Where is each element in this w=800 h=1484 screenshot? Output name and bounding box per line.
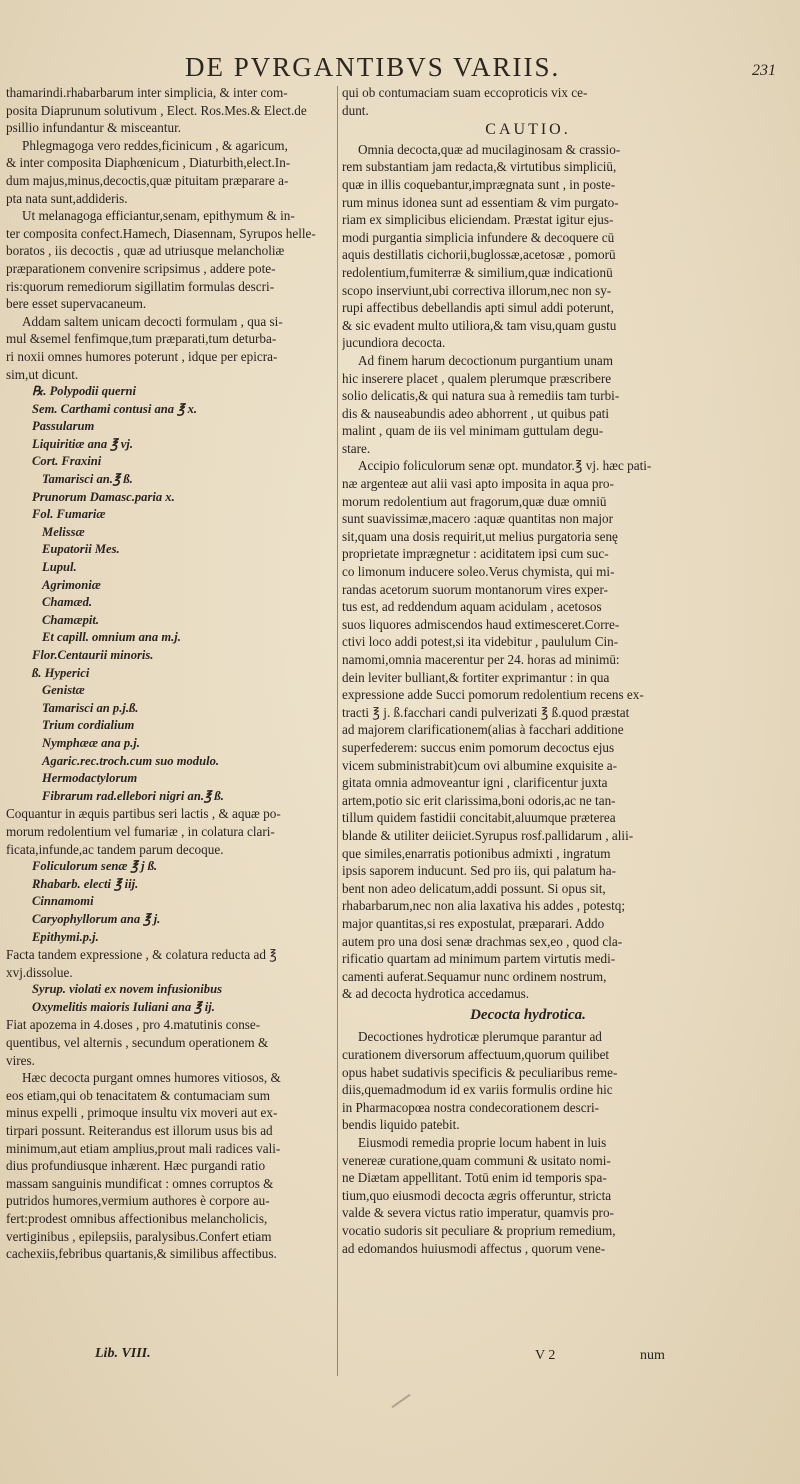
left-column-line: Foliculorum senæ ℥ j ß. bbox=[32, 859, 158, 874]
left-column-line: minimum,aut etiam amplius,prout mali radices vali- bbox=[6, 1140, 281, 1156]
cautio-line: suos liquores admiscendos haud extimesceret.Corre- bbox=[342, 616, 620, 632]
cautio-line: morum redolentium aut fragorum,quæ duæ omniū bbox=[342, 493, 607, 509]
footer-signature-line bbox=[535, 1348, 665, 1364]
cautio-line: ad majorem clarificationem(alias à facchari additione bbox=[342, 722, 624, 738]
cautio-line: redolentium,fumiterræ & similium,quæ indicationū bbox=[342, 264, 613, 280]
cautio-line: expressione adde Succi pomorum redolentium recens ex- bbox=[342, 687, 644, 703]
cautio-line: sit,quam una dosis requirit,ut melius purgatoria senę bbox=[342, 528, 618, 544]
running-title: DE PVRGANTIBVS VARIIS. bbox=[185, 52, 561, 82]
cautio-line: quæ in illis coquebantur,imprægnata sunt , in poste- bbox=[342, 176, 616, 192]
left-column-line: Caryophyllorum ana ℥ j. bbox=[32, 911, 161, 926]
column-divider bbox=[337, 86, 338, 1376]
right-intro-line: dunt. bbox=[342, 102, 369, 118]
left-column-line: Agrimoniæ bbox=[42, 577, 101, 592]
left-column-line: mul &semel fenfimque,tum præparati,tum deturba- bbox=[6, 331, 277, 347]
left-column-line: morum redolentium vel fumariæ , in colatura clari- bbox=[6, 823, 275, 839]
left-column-line: & inter composita Diaphœnicum , Diaturbith,elect.In- bbox=[6, 155, 291, 171]
left-column-line: Hæc decocta purgant omnes humores vitiosos, & bbox=[22, 1070, 281, 1086]
left-column-line: Genistæ bbox=[42, 683, 85, 698]
cautio-line: jucundiora decocta. bbox=[342, 335, 446, 351]
cautio-line: co limonum inducere soleo.Verus chymista, qui mi- bbox=[342, 564, 615, 580]
left-column-line: Hermodactylorum bbox=[42, 771, 138, 786]
left-column-line: Fibrarum rad.ellebori nigri an.℥ ß. bbox=[42, 788, 224, 803]
footer-book-label: Lib. VIII. bbox=[95, 1346, 151, 1361]
left-column-line: ris:quorum remediorum sigillatim formulas descri- bbox=[6, 278, 275, 294]
decocta-hydrotica-line: bendis liquido patebit. bbox=[342, 1117, 460, 1133]
cautio-line: hic inserere placet , qualem plerumque præscribere bbox=[342, 370, 612, 386]
left-column-line: massam sanguinis mundificat : omnes corruptos & bbox=[6, 1175, 274, 1191]
cautio-line: ipsis saporem inducunt. Sed pro iis, qui palatum ha- bbox=[342, 863, 616, 879]
left-column-line: ß. Hyperici bbox=[32, 665, 90, 680]
cautio-line: dein leviter bulliant,& fortiter exprimantur : in qua bbox=[342, 669, 610, 685]
right-intro-line: qui ob contumaciam suam eccoproticis vix ce- bbox=[342, 85, 588, 100]
left-column-line: xvj.dissolue. bbox=[6, 964, 73, 980]
page-header bbox=[0, 52, 800, 86]
left-column-line: bere esset supervacaneum. bbox=[6, 296, 147, 312]
left-column-line: eos etiam,qui ob tenacitatem & contumaciam sum bbox=[6, 1087, 271, 1103]
right-body-text bbox=[342, 141, 714, 1003]
decocta-hydrotica-line: curationem diversorum affectuum,quorum quilibet bbox=[342, 1047, 610, 1063]
cautio-line: vicem subministrabit)cum ovi albumine exquisite a- bbox=[342, 757, 618, 773]
left-column-line: cachexiis,febribus quartanis,& similibus affectibus. bbox=[6, 1246, 277, 1262]
decocta-hydrotica-line: ad edomandos huiusmodi affectus , quorum vene- bbox=[342, 1240, 606, 1256]
left-column-line: dius profundiusque inhærent. Hæc purgandi ratio bbox=[6, 1158, 266, 1174]
decocta-hydrotica-line: opus habet sudativis specificis & peculiaribus reme- bbox=[342, 1064, 618, 1080]
decocta-hydrotica-line: tium,quo eiusmodi decocta ægris offeruntur, stricta bbox=[342, 1187, 612, 1203]
cautio-line: camenti auferat.Sequamur nunc ordinem nostrum, bbox=[342, 968, 607, 984]
right-column bbox=[342, 84, 714, 1414]
cautio-line: rhabarbarum,nec non alia laxativa his addes , potestq; bbox=[342, 898, 626, 914]
left-column-line: Chamæd. bbox=[42, 595, 93, 610]
cautio-line: tus est, ad reddendum aquam acidulam , acetosos bbox=[342, 599, 602, 615]
cautio-line: artem,potio sic erit clarissima,boni odoris,ac ne tan- bbox=[342, 792, 616, 808]
left-column-line: Facta tandem expressione , & colatura reducta ad ℥ bbox=[6, 947, 277, 963]
cautio-line: dis & nauseabundis adeo abhorrent , ut quibus pati bbox=[342, 405, 609, 421]
left-column-line: Trium cordialium bbox=[42, 718, 135, 733]
cautio-line: randas acetorum suorum montanorum vires exper- bbox=[342, 581, 608, 597]
left-column-line: Epithymi.p.j. bbox=[32, 929, 99, 944]
left-column-line: thamarindi.rhabarbarum inter simplicia, & inter com- bbox=[6, 85, 288, 100]
cautio-line: rupi affectibus debellandis apti simul addi poterunt, bbox=[342, 300, 614, 316]
signature-mark: V 2 bbox=[535, 1348, 556, 1363]
left-column-line: Tamarisci an.℥ ß. bbox=[42, 472, 133, 487]
cautio-line: gitata omnia admoveantur igni , clarificentur juxta bbox=[342, 775, 608, 791]
left-column-line: ficata,infunde,ac tandem parum decoque. bbox=[6, 841, 224, 857]
cautio-line: superfederem: succus enim pomorum decoctus ejus bbox=[342, 739, 615, 755]
cautio-line: sunt suavissimæ,macero :aquæ quantitas non major bbox=[342, 511, 614, 527]
cautio-line: rem substantiam jam redacta,& virtutibus simpliciū, bbox=[342, 159, 617, 175]
left-column-line: Nymphææ ana p.j. bbox=[42, 735, 140, 750]
decocta-hydrotica-line: vocatio sudoris sit peculiare & proprium remedium, bbox=[342, 1223, 616, 1238]
left-column-line: pta nata sunt,addideris. bbox=[6, 190, 128, 206]
left-column-line: Passularum bbox=[32, 419, 95, 434]
left-column-line: ℞. Polypodii querni bbox=[32, 384, 136, 399]
left-column-line: psillio infundantur & misceantur. bbox=[6, 120, 182, 136]
left-column-line: Rhabarb. electi ℥ iij. bbox=[32, 876, 139, 891]
cautio-line: & ad decocta hydrotica accedamus. bbox=[342, 986, 530, 1002]
left-column bbox=[6, 84, 332, 1414]
left-column-line: quentibus, vel alternis , secundum operationem & bbox=[6, 1035, 269, 1051]
left-column-line: Phlegmagoga vero reddes,ficinicum , & agaricum, bbox=[22, 137, 288, 153]
cautio-line: stare. bbox=[342, 440, 371, 456]
cautio-line: aquis destillatis cichorii,buglossæ,acetosæ , pomorū bbox=[342, 247, 616, 263]
cautio-line: namomi,omnia macerentur per 24. horas ad minimū: bbox=[342, 652, 620, 667]
left-column-line: Ut melanagoga efficiantur,senam, epithymum & in- bbox=[22, 208, 295, 224]
left-column-line: minus expelli , primoque insultu vix moveri aut ex- bbox=[6, 1105, 278, 1121]
left-column-line: fert:prodest omnibus affectionibus melancholicis, bbox=[6, 1211, 268, 1226]
decocta-hydrotica-line: venereæ curatione,quam communi & usitato nomi- bbox=[342, 1152, 611, 1168]
left-column-line: Flor.Centaurii minoris. bbox=[32, 648, 154, 662]
cautio-line: Accipio foliculorum senæ opt. mundator.℥ vj. hæc pati- bbox=[358, 458, 652, 474]
cautio-line: que similes,enarratis potionibus admixti , ingratum bbox=[342, 845, 611, 861]
page-number: 231 bbox=[752, 62, 776, 79]
left-column-line: dum majus,minus,decoctis,quæ pituitam præparare a- bbox=[6, 172, 289, 188]
left-column-line: ri noxii omnes humores poterunt , idque per epicra- bbox=[6, 348, 278, 364]
left-column-line: Sem. Carthami contusi ana ℥ x. bbox=[32, 401, 198, 416]
cautio-line: riam ex simplicibus eliciendam. Præstat igitur ejus- bbox=[342, 212, 614, 228]
cautio-line: rificatio quartam ad minimum partem virtutis medi- bbox=[342, 951, 616, 967]
left-column-line: Et capill. omnium ana m.j. bbox=[42, 630, 181, 645]
left-column-line: Eupatorii Mes. bbox=[42, 542, 120, 557]
left-column-line: vires. bbox=[6, 1052, 35, 1068]
left-column-line: Fol. Fumariæ bbox=[32, 507, 106, 522]
left-column-line: Chamæpit. bbox=[42, 612, 100, 627]
cautio-line: major quantitas,si res expostulat, præparari. Addo bbox=[342, 915, 605, 931]
left-column-line: Coquantur in æquis partibus seri lactis , & aquæ po- bbox=[6, 806, 281, 822]
cautio-line: rum minus idonea sunt ad essentiam & vim purgato- bbox=[342, 194, 619, 210]
cautio-line: scopo inserviunt,ubi correctiva illorum,nec non sy- bbox=[342, 282, 612, 298]
decocta-hydrotica-line: Decoctiones hydroticæ plerumque parantur ad bbox=[358, 1029, 602, 1045]
cautio-line: & sic evadent multo utiliora,& tam visu,quam gustu bbox=[342, 317, 617, 333]
left-column-line: Prunorum Damasc.paria x. bbox=[32, 489, 175, 504]
left-column-line: Lupul. bbox=[42, 560, 77, 575]
left-column-line: Melissæ bbox=[42, 524, 85, 539]
left-column-line: sim,ut dicunt. bbox=[6, 366, 79, 382]
right-intro-text bbox=[342, 84, 714, 119]
left-column-line: Liquiritiæ ana ℥ vj. bbox=[32, 436, 134, 451]
cautio-line: Ad finem harum decoctionum purgantium unam bbox=[358, 352, 614, 368]
decocta-hydrotica-line: valde & severa victus ratio imperatur, quamvis pro- bbox=[342, 1205, 614, 1221]
cautio-line: ctivi loco addi potest,si ita videbitur , paululum Cin- bbox=[342, 634, 619, 650]
left-column-line: posita Diaprunum solutivum , Elect. Ros.Mes.& Elect.de bbox=[6, 102, 307, 118]
decocta-hydrotica-line: diis,quemadmodum id ex variis formulis ordine hic bbox=[342, 1082, 613, 1098]
left-column-line: ter composita confect.Hamech, Diasennam, Syrupos helle- bbox=[6, 225, 316, 241]
cautio-line: proprietate imprægnetur : aciditatem ipsi cum suc- bbox=[342, 546, 609, 562]
left-column-line: boratos , iis decoctis , quæ ad utriusque melancholiæ bbox=[6, 243, 285, 259]
left-column-line: Oxymelitis maioris Iuliani ana ℥ ij. bbox=[32, 999, 215, 1014]
cautio-line: bent non adeo delicatum,addi possunt. Si opus sit, bbox=[342, 880, 606, 896]
left-column-line: Cort. Fraxini bbox=[32, 454, 102, 469]
left-column-line: Addam saltem unicam decocti formulam , qua si- bbox=[22, 313, 283, 329]
cautio-line: modi purgantia simplicia infundere & decoquere cū bbox=[342, 229, 615, 245]
cautio-line: malint , quam de iis vel minimam guttulam degu- bbox=[342, 423, 604, 439]
left-column-line: præparationem convenire scripsimus , addere pote- bbox=[6, 260, 276, 276]
section-heading-cautio: CAUTIO. bbox=[485, 121, 571, 139]
cautio-line: autem pro una dosi senæ drachmas sex,eo , quod cla- bbox=[342, 933, 623, 949]
cautio-line: solio delicatis,& qui natura sua à remediis tam turbi- bbox=[342, 388, 620, 404]
cautio-line: tillum quidem fastidii concitabit,aluumque præterea bbox=[342, 810, 616, 826]
left-column-line: Fiat apozema in 4.doses , pro 4.matutinis conse- bbox=[6, 1017, 261, 1033]
cautio-line: blande & utiliter deiiciet.Syrupus rosf.pallidarum , alii- bbox=[342, 827, 634, 843]
left-column-line: tirpari possunt. Reiterandus est illorum usus bis ad bbox=[6, 1123, 273, 1139]
catchword: num bbox=[640, 1348, 665, 1363]
left-column-line: Syrup. violati ex novem infusionibus bbox=[32, 982, 222, 997]
decocta-hydrotica-line: in Pharmacopœa nostra condecorationem descri- bbox=[342, 1099, 600, 1115]
cautio-line: næ argenteæ aut alii vasi apto imposita in aqua pro- bbox=[342, 476, 614, 492]
left-column-line: putridos humores,vermium authores è corpore au- bbox=[6, 1193, 270, 1209]
left-column-line: Cinnamomi bbox=[32, 894, 94, 909]
left-column-line: vertiginibus , epilepsiis, paralysibus.Confert etiam bbox=[6, 1228, 272, 1244]
right-final-text bbox=[342, 1028, 714, 1257]
left-column-line: Agaric.rec.troch.cum suo modulo. bbox=[42, 753, 220, 768]
section-heading-decocta-hydrotica: Decocta hydrotica. bbox=[470, 1006, 586, 1023]
decocta-hydrotica-line: Eiusmodi remedia proprie locum habent in luis bbox=[358, 1135, 607, 1151]
cautio-line: Omnia decocta,quæ ad mucilaginosam & crassio- bbox=[358, 141, 621, 157]
left-column-line: Tamarisci an p.j.ß. bbox=[42, 700, 139, 715]
cautio-line: tracti ℥ j. ß.facchari candi pulverizati ℥ ß.quod præstat bbox=[342, 704, 630, 720]
decocta-hydrotica-line: ne Diætam appellitant. Totū enim id temporis spa- bbox=[342, 1170, 607, 1186]
